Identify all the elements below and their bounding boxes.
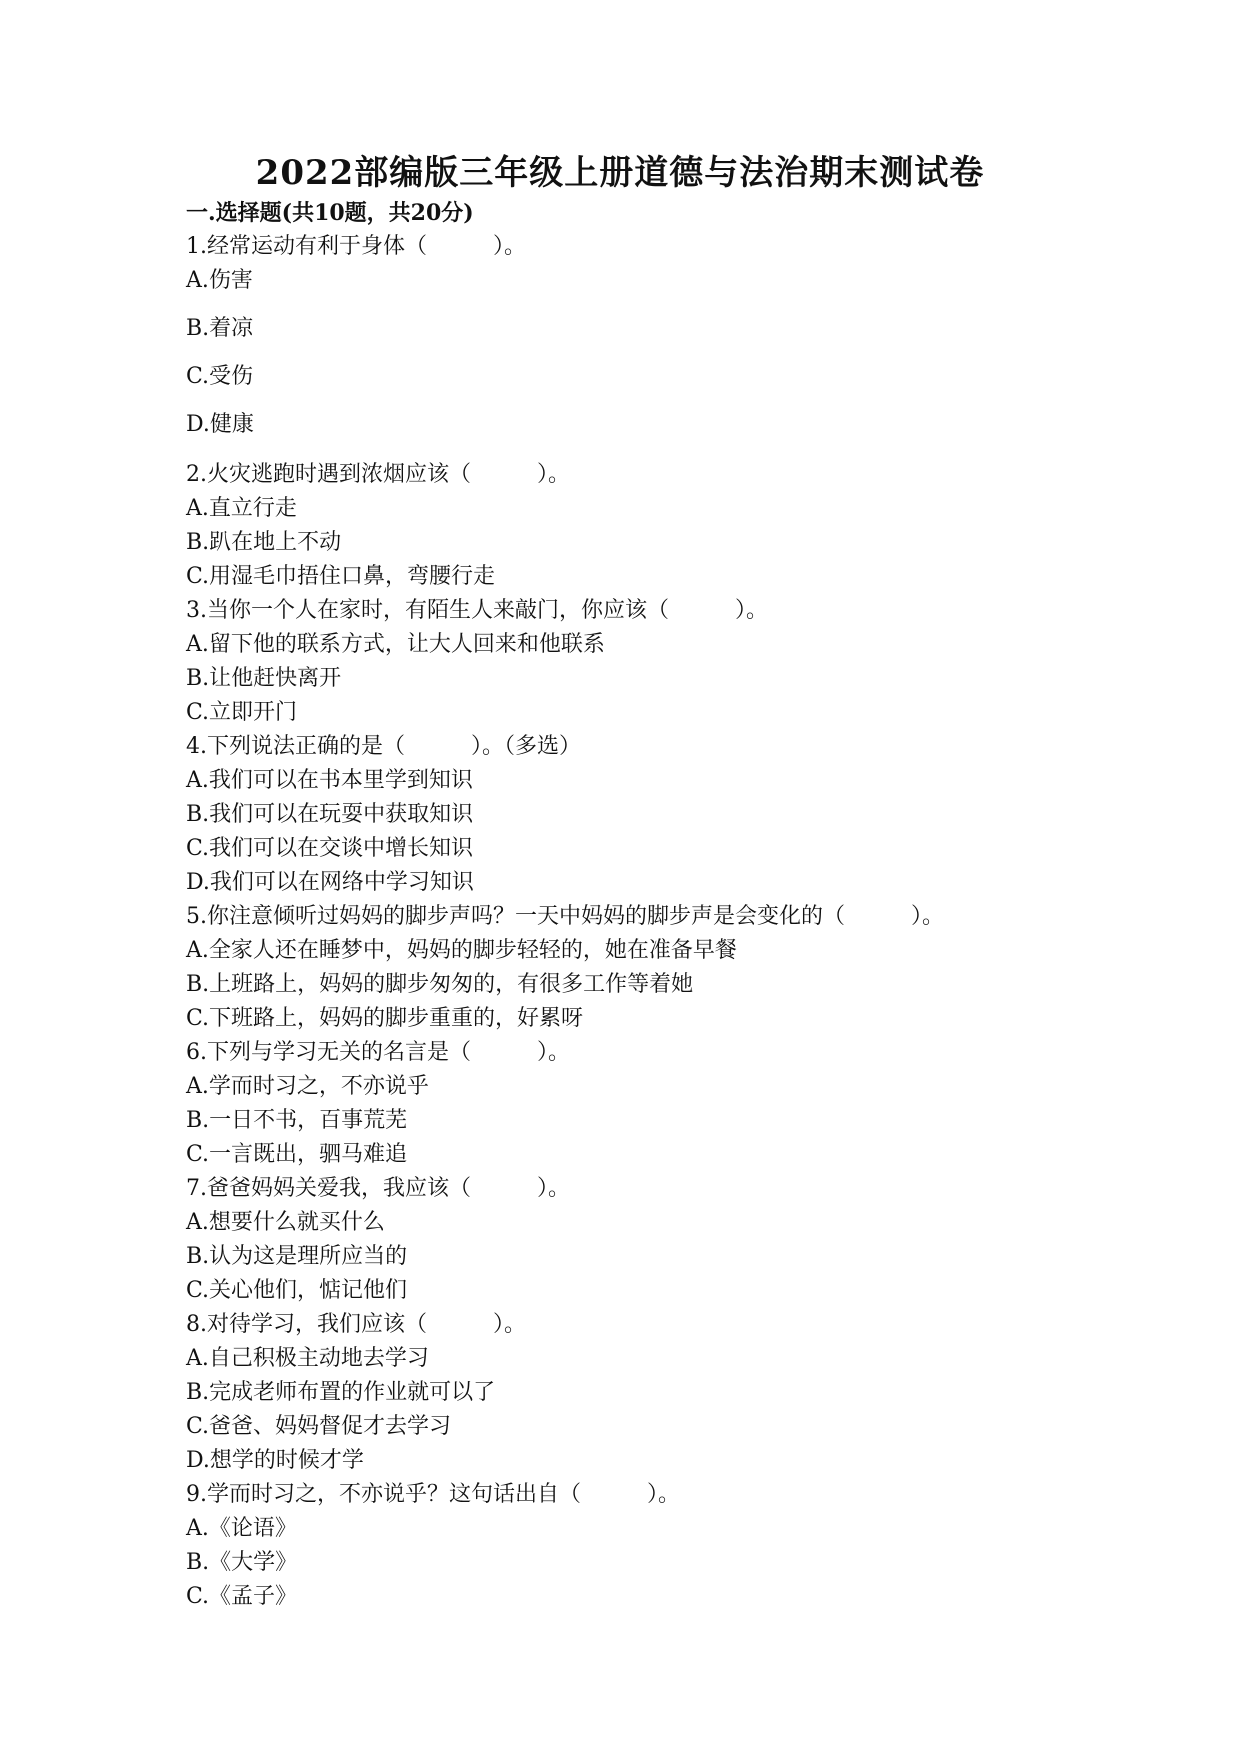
question-2 [186,458,1186,594]
question-text: 6.下列与学习无关的名言是（ ）。 [186,1040,570,1065]
option-b: B.一日不书，百事荒芜 [186,1108,408,1133]
question-text: 7.爸爸妈妈关爱我，我应该（ ）。 [186,1176,570,1201]
option-c: C.受伤 [186,364,254,389]
option-b: B.认为这是理所应当的 [186,1244,408,1269]
question-3 [186,594,1186,730]
question-4 [186,730,1186,900]
option-a: A.想要什么就买什么 [186,1210,385,1235]
option-a: A.自己积极主动地去学习 [186,1346,429,1371]
question-5 [186,900,1186,1036]
option-b: B.趴在地上不动 [186,530,342,555]
page-title: 2022部编版三年级上册道德与法治期末测试卷 [255,153,985,193]
question-list [186,230,1186,1614]
option-a: A.《论语》 [186,1516,297,1541]
option-d: D.我们可以在网络中学习知识 [186,870,474,895]
option-c: C.《孟子》 [186,1584,298,1609]
option-c: C.关心他们，惦记他们 [186,1278,408,1303]
option-b: B.让他赶快离开 [186,666,342,691]
option-c: C.下班路上，妈妈的脚步重重的，好累呀 [186,1006,584,1031]
option-b: B.着凉 [186,316,254,341]
option-c: C.爸爸、妈妈督促才去学习 [186,1414,452,1439]
question-7 [186,1172,1186,1308]
option-a: A.留下他的联系方式，让大人回来和他联系 [186,632,605,657]
question-text: 2.火灾逃跑时遇到浓烟应该（ ）。 [186,462,570,487]
option-d: D.健康 [186,412,254,437]
question-text: 4.下列说法正确的是（ ）。（多选） [186,734,581,759]
option-c: C.一言既出，驷马难追 [186,1142,408,1167]
question-text: 9.学而时习之，不亦说乎？这句话出自（ ）。 [186,1482,680,1507]
option-d: D.想学的时候才学 [186,1448,364,1473]
question-8 [186,1308,1186,1478]
option-a: A.学而时习之，不亦说乎 [186,1074,429,1099]
option-c: C.立即开门 [186,700,298,725]
option-a: A.伤害 [186,268,253,293]
question-6 [186,1036,1186,1172]
option-c: C.用湿毛巾捂住口鼻，弯腰行走 [186,564,496,589]
option-c: C.我们可以在交谈中增长知识 [186,836,474,861]
option-a: A.我们可以在书本里学到知识 [186,768,473,793]
option-b: B.《大学》 [186,1550,298,1575]
section-heading: 一.选择题(共10题，共20分) [186,200,474,226]
option-b: B.完成老师布置的作业就可以了 [186,1380,496,1405]
option-b: B.我们可以在玩耍中获取知识 [186,802,474,827]
question-1 [186,230,1186,442]
question-text: 3.当你一个人在家时，有陌生人来敲门，你应该（ ）。 [186,598,768,623]
option-a: A.全家人还在睡梦中，妈妈的脚步轻轻的，她在准备早餐 [186,938,737,963]
question-text: 8.对待学习，我们应该（ ）。 [186,1312,526,1337]
question-text: 5.你注意倾听过妈妈的脚步声吗？一天中妈妈的脚步声是会变化的（ ）。 [186,904,944,929]
question-9 [186,1478,1186,1614]
option-b: B.上班路上，妈妈的脚步匆匆的，有很多工作等着她 [186,972,694,997]
question-text: 1.经常运动有利于身体（ ）。 [186,234,526,259]
option-a: A.直立行走 [186,496,297,521]
